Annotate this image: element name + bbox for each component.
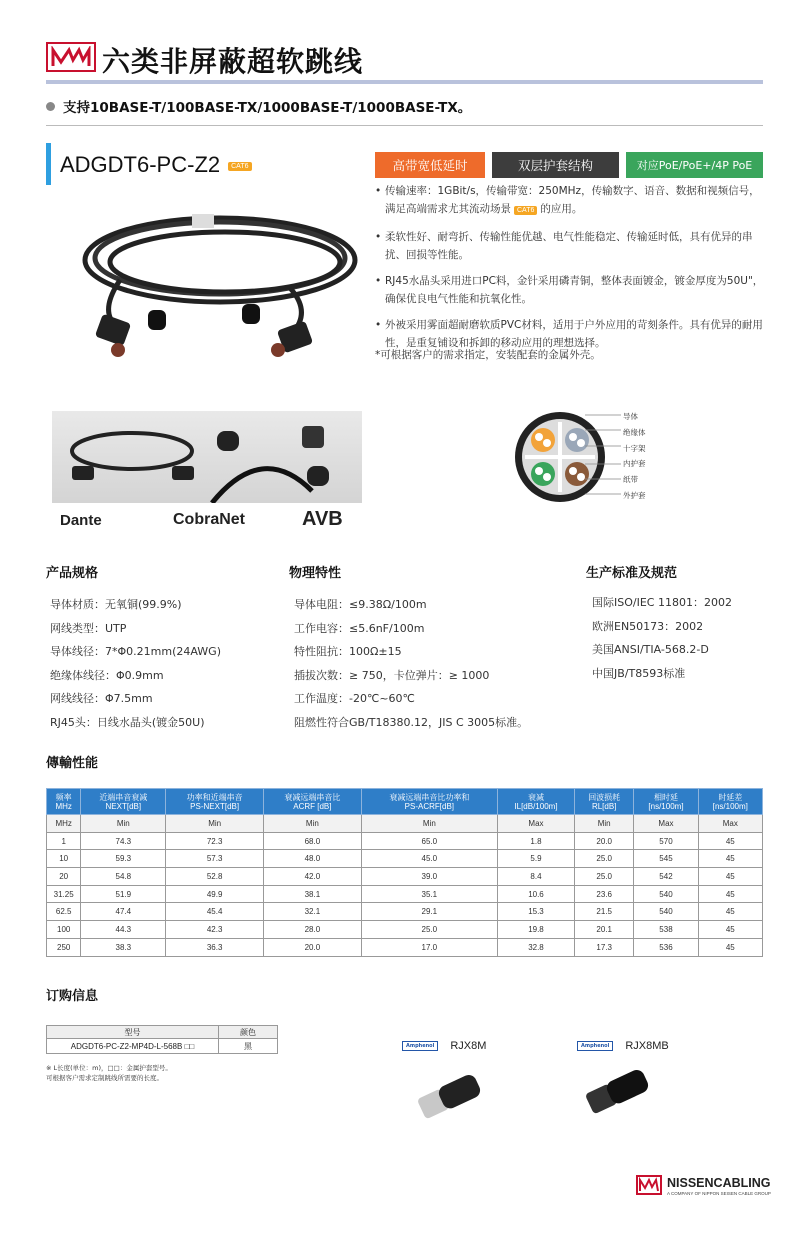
table-cell: 538	[634, 921, 698, 939]
table-cell: 74.3	[81, 832, 166, 850]
table-cell: 20.0	[575, 832, 634, 850]
order-col-model: 型号	[47, 1026, 219, 1039]
label-insulator: 绝缘体	[623, 427, 646, 437]
table-cell: 25.0	[575, 868, 634, 886]
table-cell: 44.3	[81, 921, 166, 939]
table-cell: 100	[47, 921, 81, 939]
unit-cell: Max	[634, 815, 698, 833]
spec-item: 导体材质：无氧铜(99.9%)	[50, 598, 182, 611]
tag-double-jacket: 双层护套结构	[492, 152, 619, 178]
performance-header-row	[47, 789, 763, 815]
table-cell: 36.3	[166, 938, 264, 956]
table-cell: 42.0	[264, 868, 362, 886]
dante-logo: Dante	[60, 512, 102, 529]
spec-item: 工作温度：-20℃~60℃	[294, 692, 415, 705]
table-cell: 49.9	[166, 885, 264, 903]
performance-col-header: 近端串音衰减 NEXT[dB]	[81, 789, 166, 815]
subtitle-row	[46, 96, 471, 116]
table-cell: 45	[698, 938, 762, 956]
connector-rjx8m-label	[402, 1040, 486, 1052]
amphenol-logo: Amphenol	[577, 1041, 613, 1051]
connector-rjx8m-image	[410, 1070, 490, 1124]
subtitle: 支持10BASE-T/100BASE-TX/1000BASE-T/1000BASE-TX。	[63, 100, 472, 116]
application-photo	[52, 411, 362, 503]
standards-list	[592, 591, 732, 685]
spec-item: 导体线径：7*Φ0.21mm(24AWG)	[50, 645, 221, 658]
table-row	[47, 832, 763, 850]
table-cell: 32.1	[264, 903, 362, 921]
product-spec-list	[50, 593, 221, 734]
unit-cell: Min	[361, 815, 497, 833]
table-cell: 57.3	[166, 850, 264, 868]
spec-item: 网线类型：UTP	[50, 621, 127, 635]
table-cell: 42.3	[166, 921, 264, 939]
footer-tagline: A COMPANY OF NIPPON SEISEN CABLE GROUP	[667, 1191, 771, 1196]
table-cell: 28.0	[264, 921, 362, 939]
footer-logo-icon	[636, 1175, 662, 1195]
feature-item: • 传输速率：1GBit/s，传输带宽：250MHz，传输数字、语音、数据和视频信号，满足高端需求尤其流动场景 CAT6 的应用。	[375, 182, 765, 220]
page-title: 六类非屏蔽超软跳线	[102, 45, 364, 78]
product-spec-heading: 产品规格	[46, 566, 99, 581]
table-cell: 45	[698, 885, 762, 903]
cable-product-image	[60, 200, 360, 374]
spec-item: RJ45头：日线水晶头(镀金50U)	[50, 715, 205, 729]
table-cell: 25.0	[575, 850, 634, 868]
table-cell: 23.6	[575, 885, 634, 903]
table-cell: 540	[634, 903, 698, 921]
performance-col-header: 频率 MHz	[47, 789, 81, 815]
table-cell: 51.9	[81, 885, 166, 903]
order-heading: 订购信息	[46, 989, 99, 1004]
label-outer-jacket: 外护套	[623, 490, 646, 500]
connector-name: RJX8M	[450, 1040, 487, 1052]
feature-item: • 外被采用雾面超耐磨软质PVC材料，适用于户外应用的苛刻条件。具有优异的耐用性，是重复铺设和拆卸的移动应用的理想选择。	[375, 316, 765, 352]
table-cell: 47.4	[81, 903, 166, 921]
feature-list	[375, 182, 765, 360]
table-cell: 45	[698, 921, 762, 939]
unit-cell: Max	[497, 815, 574, 833]
unit-cell: Min	[575, 815, 634, 833]
spec-item: 插拔次数：≥ 750，卡位弹片：≥ 1000	[294, 668, 490, 682]
cross-section-leaders	[585, 410, 625, 500]
standard-item: 欧洲EN50173：2002	[592, 619, 704, 633]
standards-heading: 生产标准及规范	[586, 566, 678, 581]
order-col-color: 颜色	[219, 1026, 278, 1039]
feature-item: • RJ45水晶头采用进口PC料，金针采用磷青铜，整体表面镀金，镀金厚度为50U"，确保优良电气性能和抗氧化性。	[375, 272, 765, 308]
physical-spec-list	[294, 593, 528, 734]
performance-col-header: 功率和近端串音 PS-NEXT[dB]	[166, 789, 264, 815]
table-cell: 542	[634, 868, 698, 886]
standard-item: 中国JB/T8593标准	[592, 666, 686, 680]
table-cell: 25.0	[361, 921, 497, 939]
performance-col-header: 相时延 [ns/100m]	[634, 789, 698, 815]
unit-cell: MHz	[47, 815, 81, 833]
bullet-icon	[46, 102, 55, 111]
table-cell: 540	[634, 885, 698, 903]
table-cell: 52.8	[166, 868, 264, 886]
spec-item: 绝缘体线径：Φ0.9mm	[50, 668, 164, 682]
connector-rjx8mb-label	[577, 1040, 669, 1052]
tag-poe: 对应PoE/PoE+/4P PoE	[626, 152, 763, 178]
spec-item: 网线线径：Φ7.5mm	[50, 692, 153, 705]
label-conductor: 导体	[623, 412, 638, 421]
spec-item: 导体电阻：≤9.38Ω/100m	[294, 598, 427, 611]
label-cross-filler: 十字架	[623, 443, 646, 453]
section-divider	[46, 125, 763, 126]
table-row	[47, 868, 763, 886]
table-cell: 20.1	[575, 921, 634, 939]
table-cell: 38.3	[81, 938, 166, 956]
performance-col-header: 衰减 IL[dB/100m]	[497, 789, 574, 815]
table-cell: 62.5	[47, 903, 81, 921]
performance-body	[47, 815, 763, 957]
cat-badge: CAT6	[228, 162, 251, 171]
order-note: 可根据客户需求定制跳线所需要的长度。	[46, 1074, 163, 1082]
table-cell: 45	[698, 850, 762, 868]
table-cell: 65.0	[361, 832, 497, 850]
table-cell: 29.1	[361, 903, 497, 921]
table-cell: 5.9	[497, 850, 574, 868]
standard-item: 国际ISO/IEC 11801：2002	[592, 596, 732, 609]
order-model-value: ADGDT6-PC-Z2-MP4D-L-568B □□	[47, 1039, 219, 1054]
label-paper-tape: 纸带	[623, 475, 638, 485]
order-note: ※ L长度(单位：m)，□□：金属护套型号。	[46, 1064, 172, 1072]
table-cell: 45	[698, 832, 762, 850]
table-cell: 38.1	[264, 885, 362, 903]
table-cell: 31.25	[47, 885, 81, 903]
table-cell: 10	[47, 850, 81, 868]
table-cell: 54.8	[81, 868, 166, 886]
table-cell: 39.0	[361, 868, 497, 886]
physical-spec-heading: 物理特性	[289, 566, 342, 581]
unit-cell: Max	[698, 815, 762, 833]
table-cell: 32.8	[497, 938, 574, 956]
performance-col-header: 衰减远端串音比 ACRF [dB]	[264, 789, 362, 815]
unit-cell: Min	[81, 815, 166, 833]
table-cell: 250	[47, 938, 81, 956]
table-cell: 545	[634, 850, 698, 868]
table-cell: 20	[47, 868, 81, 886]
table-cell: 17.0	[361, 938, 497, 956]
spec-item: 工作电容：≤5.6nF/100m	[294, 621, 425, 635]
connector-name: RJX8MB	[625, 1040, 669, 1052]
unit-cell: Min	[264, 815, 362, 833]
table-cell: 59.3	[81, 850, 166, 868]
table-cell: 10.6	[497, 885, 574, 903]
label-inner-jacket: 内护套	[623, 459, 646, 469]
tag-low-latency: 高带宽低延时	[375, 152, 485, 178]
table-cell: 536	[634, 938, 698, 956]
performance-unit-row	[47, 815, 763, 833]
table-row	[47, 850, 763, 868]
table-cell: 45.0	[361, 850, 497, 868]
amphenol-logo: Amphenol	[402, 1041, 438, 1051]
table-cell: 20.0	[264, 938, 362, 956]
table-cell: 45	[698, 868, 762, 886]
table-row	[47, 885, 763, 903]
table-cell: 68.0	[264, 832, 362, 850]
custom-note: *可根据客户的需求指定，安装配套的金属外壳。	[375, 349, 601, 361]
table-cell: 35.1	[361, 885, 497, 903]
table-cell: 17.3	[575, 938, 634, 956]
table-row	[47, 921, 763, 939]
cross-section-labels	[623, 409, 646, 504]
model-heading	[60, 152, 252, 178]
order-notes	[46, 1063, 172, 1083]
spec-item: 特性阻抗：100Ω±15	[294, 645, 402, 658]
brand-logo	[46, 42, 96, 72]
table-cell: 8.4	[497, 868, 574, 886]
table-cell: 15.3	[497, 903, 574, 921]
table-cell: 45.4	[166, 903, 264, 921]
table-cell: 21.5	[575, 903, 634, 921]
order-table	[46, 1025, 278, 1054]
connector-rjx8mb-image	[578, 1065, 658, 1119]
performance-heading: 傳輸性能	[46, 756, 99, 771]
table-cell: 1.8	[497, 832, 574, 850]
model-name: ADGDT6-PC-Z2	[60, 152, 221, 177]
table-row	[47, 903, 763, 921]
table-cell: 570	[634, 832, 698, 850]
performance-col-header: 回波损耗 RL[dB]	[575, 789, 634, 815]
table-cell: 48.0	[264, 850, 362, 868]
cobranet-logo: CobraNet	[173, 511, 246, 528]
standard-item: 美国ANSI/TIA-568.2-D	[592, 643, 709, 656]
performance-table	[46, 788, 763, 957]
performance-col-header: 衰减远端串音比功率和 PS-ACRF[dB]	[361, 789, 497, 815]
spec-item: 阻燃性符合GB/T18380.12，JIS C 3005标准。	[294, 715, 529, 729]
table-cell: 72.3	[166, 832, 264, 850]
order-color-value: 黑	[219, 1039, 278, 1054]
footer-brand: NISSENCABLING	[667, 1176, 771, 1190]
table-row	[47, 938, 763, 956]
table-cell: 45	[698, 903, 762, 921]
model-accent-bar	[46, 143, 51, 185]
performance-col-header: 时延差 [ns/100m]	[698, 789, 762, 815]
unit-cell: Min	[166, 815, 264, 833]
title-divider	[46, 80, 763, 84]
table-cell: 1	[47, 832, 81, 850]
cat-badge-inline: CAT6	[514, 206, 537, 215]
table-cell: 19.8	[497, 921, 574, 939]
feature-item: • 柔软性好、耐弯折、传输性能优越、电气性能稳定、传输延时低，具有优异的串扰、回损等性能。	[375, 228, 765, 264]
avb-logo: AVB	[302, 508, 343, 530]
